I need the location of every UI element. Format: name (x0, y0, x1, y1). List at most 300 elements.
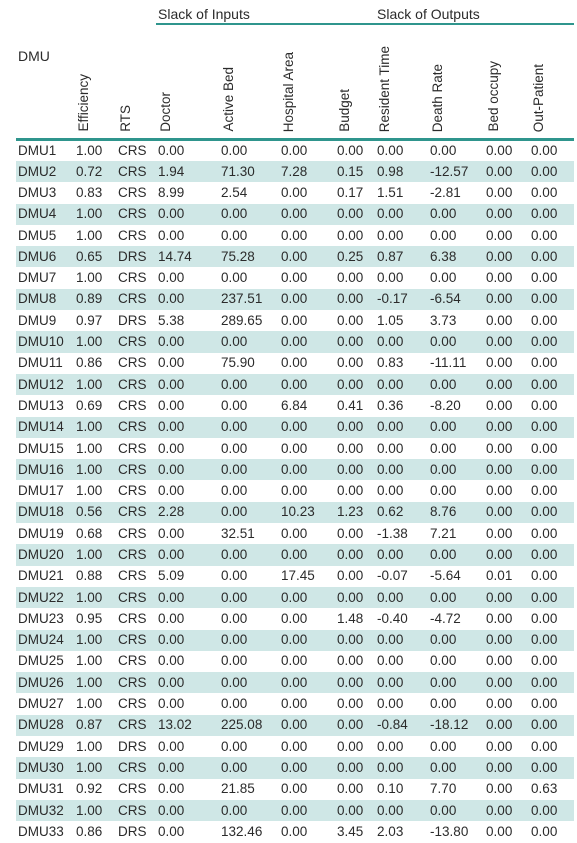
budget-cell: 0.17 (337, 184, 364, 200)
resident-time-cell: 0.87 (375, 246, 428, 267)
out-patient-cell: 0.00 (531, 312, 558, 328)
dmu-cell: DMU14 (16, 417, 74, 438)
hospital-area-cell: 0.00 (281, 312, 308, 328)
dmu-cell: DMU1 (18, 143, 57, 158)
efficiency-cell: 1.00 (74, 757, 116, 778)
doctor-cell: 13.02 (156, 715, 219, 736)
table-row (16, 715, 574, 736)
out-patient-cell: 0.00 (529, 757, 574, 778)
budget-cell: 0.00 (337, 568, 364, 584)
dmu-cell: DMU13 (18, 397, 64, 413)
death-rate-cell: 0.00 (428, 459, 484, 480)
out-patient-cell: 0.00 (529, 715, 574, 736)
resident-time-cell: 0.00 (375, 800, 428, 821)
doctor-cell: 0.00 (156, 587, 219, 608)
bed-occupy-cell: 0.00 (484, 800, 529, 821)
table-row (16, 757, 574, 778)
rts-cell: CRS (116, 800, 156, 821)
rts-cell: CRS (116, 417, 156, 438)
bed-occupy-cell: 0.00 (486, 525, 513, 541)
active-bed-cell: 0.00 (219, 800, 279, 821)
budget-cell: 0.00 (335, 417, 375, 438)
resident-time-cell: 0.00 (377, 270, 404, 286)
active-bed-cell: 0.00 (221, 440, 248, 456)
budget-cell: 0.00 (335, 757, 375, 778)
efficiency-cell: 1.00 (74, 672, 116, 693)
resident-time-cell: 0.00 (375, 630, 428, 651)
out-patient-cell: 0.00 (529, 289, 574, 310)
active-bed-cell: 237.51 (219, 289, 279, 310)
dmu-cell: DMU21 (18, 568, 64, 584)
dmu-cell: DMU32 (16, 800, 74, 821)
active-bed-cell: 71.30 (219, 161, 279, 182)
efficiency-cell: 0.72 (74, 161, 116, 182)
death-rate-cell: -13.80 (430, 823, 469, 839)
death-rate-cell: 0.00 (430, 653, 457, 669)
table-body (16, 140, 574, 843)
death-rate-cell: 3.73 (430, 312, 457, 328)
rts-cell: CRS (116, 161, 156, 182)
dmu-cell: DMU23 (18, 610, 64, 626)
hospital-area-cell: 0.00 (279, 417, 335, 438)
resident-time-cell: -1.38 (377, 525, 408, 541)
out-patient-cell: 0.00 (531, 823, 558, 839)
resident-time-cell: 0.00 (377, 143, 404, 158)
active-bed-cell: 0.00 (219, 757, 279, 778)
dmu-cell: DMU31 (18, 781, 64, 797)
rts-cell: CRS (118, 653, 147, 669)
dmu-cell: DMU25 (18, 653, 64, 669)
group-header-spacer (16, 4, 156, 24)
resident-time-cell: 0.00 (377, 696, 404, 712)
rts-cell: CRS (118, 483, 147, 499)
dmu-cell: DMU19 (18, 525, 64, 541)
efficiency-cell: 0.86 (76, 355, 103, 371)
rts-cell: CRS (116, 502, 156, 523)
budget-cell: 0.00 (337, 781, 364, 797)
resident-time-cell: 0.00 (377, 653, 404, 669)
resident-time-cell: 0.10 (377, 781, 404, 797)
resident-time-cell: 0.00 (375, 544, 428, 565)
table-row (16, 523, 574, 544)
death-rate-cell: -4.72 (430, 610, 461, 626)
active-bed-cell: 0.00 (221, 696, 248, 712)
out-patient-cell: 0.00 (531, 184, 558, 200)
bed-occupy-cell: 0.00 (486, 184, 513, 200)
death-rate-cell: 7.70 (430, 781, 457, 797)
resident-time-cell: 0.00 (375, 672, 428, 693)
budget-cell: 0.41 (337, 397, 364, 413)
dmu-cell: DMU30 (16, 757, 74, 778)
active-bed-cell: 0.00 (221, 143, 248, 158)
resident-time-cell: 0.00 (377, 738, 404, 754)
budget-cell: 0.00 (337, 653, 364, 669)
resident-time-cell: 0.00 (377, 227, 404, 243)
budget-cell: 0.00 (337, 227, 364, 243)
budget-cell: 0.00 (337, 312, 364, 328)
efficiency-cell: 0.92 (76, 781, 103, 797)
doctor-cell: 0.00 (158, 227, 185, 243)
column-header-budget: Budget (335, 24, 375, 140)
bed-occupy-cell: 0.00 (484, 459, 529, 480)
doctor-cell: 0.00 (156, 331, 219, 352)
death-rate-cell: 0.00 (430, 440, 457, 456)
hospital-area-cell: 0.00 (279, 630, 335, 651)
death-rate-cell: -11.11 (430, 355, 467, 371)
doctor-cell: 0.00 (158, 823, 185, 839)
rts-cell: CRS (116, 204, 156, 225)
out-patient-cell: 0.00 (531, 355, 558, 371)
efficiency-cell: 1.00 (76, 483, 103, 499)
budget-cell: 0.25 (335, 246, 375, 267)
budget-cell: 0.00 (337, 440, 364, 456)
active-bed-cell: 0.00 (219, 374, 279, 395)
out-patient-cell: 0.00 (531, 738, 558, 754)
hospital-area-cell: 6.84 (281, 397, 308, 413)
active-bed-cell: 0.00 (221, 397, 248, 413)
dmu-cell: DMU4 (16, 204, 74, 225)
active-bed-cell: 0.00 (221, 610, 248, 626)
active-bed-cell: 21.85 (221, 781, 255, 797)
doctor-cell: 0.00 (158, 270, 185, 286)
death-rate-cell: 0.00 (430, 483, 457, 499)
hospital-area-cell: 0.00 (279, 204, 335, 225)
bed-occupy-cell: 0.00 (484, 374, 529, 395)
bed-occupy-cell: 0.00 (486, 227, 513, 243)
table-row (16, 693, 574, 714)
budget-cell: 0.00 (335, 331, 375, 352)
resident-time-cell: 0.00 (375, 417, 428, 438)
budget-cell: 0.00 (335, 459, 375, 480)
column-header-doctor: Doctor (156, 24, 219, 140)
resident-time-cell: 0.00 (375, 204, 428, 225)
hospital-area-cell: 0.00 (279, 331, 335, 352)
death-rate-cell: 8.76 (428, 502, 484, 523)
hospital-area-cell: 0.00 (281, 823, 308, 839)
doctor-cell: 0.00 (156, 672, 219, 693)
table-row (16, 225, 574, 246)
bed-occupy-cell: 0.00 (484, 246, 529, 267)
efficiency-cell: 1.00 (74, 587, 116, 608)
hospital-area-cell: 0.00 (279, 289, 335, 310)
efficiency-cell: 1.00 (74, 331, 116, 352)
efficiency-cell: 0.56 (74, 502, 116, 523)
bed-occupy-cell: 0.00 (486, 823, 513, 839)
table-row (16, 736, 574, 757)
bed-occupy-cell: 0.00 (484, 161, 529, 182)
table-row (16, 310, 574, 331)
rts-cell: CRS (116, 672, 156, 693)
active-bed-cell: 2.54 (221, 184, 248, 200)
table-row (16, 267, 574, 288)
table-row (16, 204, 574, 225)
out-patient-cell: 0.00 (531, 483, 558, 499)
dmu-cell: DMU6 (16, 246, 74, 267)
hospital-area-cell: 0.00 (281, 483, 308, 499)
column-header-active-bed: Active Bed (219, 24, 279, 140)
budget-cell: 3.45 (337, 823, 364, 839)
dmu-cell: DMU16 (16, 459, 74, 480)
doctor-cell: 0.00 (156, 544, 219, 565)
efficiency-cell: 0.89 (74, 289, 116, 310)
out-patient-cell: 0.00 (529, 587, 574, 608)
efficiency-cell: 1.00 (76, 738, 103, 754)
bed-occupy-cell: 0.00 (486, 355, 513, 371)
efficiency-cell: 0.97 (76, 312, 103, 328)
active-bed-cell: 0.00 (221, 653, 248, 669)
column-header-resident-time: Resident Time (375, 24, 428, 140)
resident-time-cell: 0.00 (375, 459, 428, 480)
hospital-area-cell: 0.00 (279, 544, 335, 565)
efficiency-cell: 0.95 (76, 610, 103, 626)
active-bed-cell: 75.28 (219, 246, 279, 267)
resident-time-cell: 2.03 (377, 823, 404, 839)
out-patient-cell: 0.00 (529, 544, 574, 565)
death-rate-cell: 0.00 (430, 143, 457, 158)
doctor-cell: 0.00 (158, 653, 185, 669)
active-bed-cell: 132.46 (221, 823, 263, 839)
doctor-cell: 14.74 (156, 246, 219, 267)
active-bed-cell: 0.00 (221, 483, 248, 499)
table-row (16, 566, 574, 587)
resident-time-cell: -0.40 (377, 610, 408, 626)
dmu-cell: DMU3 (18, 184, 57, 200)
table-row (16, 161, 574, 182)
resident-time-cell: 0.00 (375, 757, 428, 778)
doctor-cell: 0.00 (158, 738, 185, 754)
hospital-area-cell: 0.00 (279, 800, 335, 821)
doctor-cell: 0.00 (158, 440, 185, 456)
rts-cell: CRS (116, 757, 156, 778)
active-bed-cell: 0.00 (221, 227, 248, 243)
doctor-cell: 0.00 (158, 781, 185, 797)
out-patient-cell: 0.63 (531, 781, 558, 797)
table-row (16, 417, 574, 438)
budget-cell: 0.00 (335, 630, 375, 651)
death-rate-cell: -6.54 (428, 289, 484, 310)
rts-cell: CRS (116, 630, 156, 651)
efficiency-cell: 0.83 (76, 184, 103, 200)
dmu-cell: DMU15 (18, 440, 64, 456)
death-rate-cell: -18.12 (428, 715, 484, 736)
active-bed-cell: 225.08 (219, 715, 279, 736)
active-bed-cell: 0.00 (219, 587, 279, 608)
out-patient-cell: 0.00 (529, 204, 574, 225)
resident-time-cell: 0.36 (377, 397, 404, 413)
table-row (16, 544, 574, 565)
rts-cell: CRS (118, 525, 147, 541)
resident-time-cell: 1.05 (377, 312, 404, 328)
doctor-cell: 0.00 (156, 630, 219, 651)
efficiency-cell: 1.00 (76, 270, 103, 286)
bed-occupy-cell: 0.00 (484, 502, 529, 523)
active-bed-cell: 0.00 (221, 270, 248, 286)
hospital-area-cell: 0.00 (279, 459, 335, 480)
hospital-area-cell: 0.00 (279, 715, 335, 736)
resident-time-cell: 0.62 (375, 502, 428, 523)
dmu-cell: DMU22 (16, 587, 74, 608)
budget-cell: 0.00 (335, 587, 375, 608)
efficiency-cell: 0.86 (76, 823, 103, 839)
rts-cell: CRS (118, 227, 147, 243)
active-bed-cell: 0.00 (219, 630, 279, 651)
death-rate-cell: 0.00 (428, 417, 484, 438)
resident-time-cell: 0.00 (377, 483, 404, 499)
rts-cell: CRS (116, 715, 156, 736)
hospital-area-cell: 0.00 (281, 738, 308, 754)
hospital-area-cell: 0.00 (281, 653, 308, 669)
bed-occupy-cell: 0.00 (486, 781, 513, 797)
table-row (16, 608, 574, 629)
table-row (16, 395, 574, 416)
active-bed-cell: 0.00 (219, 672, 279, 693)
efficiency-cell: 0.69 (76, 397, 103, 413)
resident-time-cell: 0.83 (377, 355, 404, 371)
rts-cell: CRS (118, 568, 147, 584)
efficiency-cell: 1.00 (76, 653, 103, 669)
out-patient-cell: 0.00 (531, 143, 558, 158)
hospital-area-cell: 0.00 (281, 143, 308, 158)
active-bed-cell: 75.90 (221, 355, 255, 371)
efficiency-cell: 1.00 (76, 440, 103, 456)
budget-cell: 0.15 (335, 161, 375, 182)
bed-occupy-cell: 0.00 (484, 544, 529, 565)
dmu-cell: DMU2 (16, 161, 74, 182)
out-patient-cell: 0.00 (529, 502, 574, 523)
doctor-cell: 0.00 (158, 525, 185, 541)
efficiency-cell: 0.87 (74, 715, 116, 736)
rts-cell: CRS (118, 610, 147, 626)
hospital-area-cell: 0.00 (281, 270, 308, 286)
out-patient-cell: 0.00 (531, 440, 558, 456)
dmu-cell: DMU29 (18, 738, 64, 754)
efficiency-cell: 0.88 (76, 568, 103, 584)
active-bed-cell: 289.65 (221, 312, 263, 328)
active-bed-cell: 0.00 (221, 568, 248, 584)
column-header-rts: RTS (116, 24, 156, 140)
budget-cell: 0.00 (337, 143, 364, 158)
death-rate-cell: 0.00 (428, 800, 484, 821)
resident-time-cell: -0.07 (377, 568, 408, 584)
bed-occupy-cell: 0.00 (484, 630, 529, 651)
column-header-row (16, 24, 574, 140)
dmu-cell: DMU28 (16, 715, 74, 736)
bed-occupy-cell: 0.00 (486, 610, 513, 626)
doctor-cell: 0.00 (158, 610, 185, 626)
group-header-outputs: Slack of Outputs (375, 4, 574, 24)
active-bed-cell: 0.00 (221, 738, 248, 754)
table-row (16, 246, 574, 267)
out-patient-cell: 0.00 (529, 161, 574, 182)
rts-cell: CRS (118, 696, 147, 712)
dmu-cell: DMU5 (18, 227, 57, 243)
hospital-area-cell: 0.00 (281, 184, 308, 200)
column-header-bed-occupy: Bed occupy (484, 24, 529, 140)
death-rate-cell: 0.00 (430, 696, 457, 712)
hospital-area-cell: 0.00 (279, 672, 335, 693)
table-row (16, 779, 574, 800)
out-patient-cell: 0.00 (531, 227, 558, 243)
out-patient-cell: 0.00 (529, 331, 574, 352)
resident-time-cell: 0.00 (375, 587, 428, 608)
budget-cell: 1.23 (335, 502, 375, 523)
efficiency-cell: 1.00 (76, 227, 103, 243)
dmu-cell: DMU20 (16, 544, 74, 565)
budget-cell: 0.00 (335, 374, 375, 395)
resident-time-cell: 1.51 (377, 184, 404, 200)
bed-occupy-cell: 0.00 (486, 312, 513, 328)
rts-cell: CRS (118, 397, 147, 413)
efficiency-cell: 1.00 (74, 374, 116, 395)
hospital-area-cell: 0.00 (281, 610, 308, 626)
efficiency-cell: 1.00 (74, 459, 116, 480)
budget-cell: 0.00 (335, 800, 375, 821)
death-rate-cell: 0.00 (428, 757, 484, 778)
bed-occupy-cell: 0.00 (486, 696, 513, 712)
rts-cell: CRS (116, 544, 156, 565)
active-bed-cell: 0.00 (219, 331, 279, 352)
hospital-area-cell: 0.00 (279, 374, 335, 395)
out-patient-cell: 0.00 (529, 672, 574, 693)
budget-cell: 0.00 (337, 525, 364, 541)
column-header-out-patient: Out-Patient (529, 24, 574, 140)
table-row (16, 353, 574, 374)
doctor-cell: 0.00 (156, 459, 219, 480)
rts-cell: CRS (118, 270, 147, 286)
table-row (16, 672, 574, 693)
group-header-inputs: Slack of Inputs (156, 4, 375, 24)
out-patient-cell: 0.00 (529, 800, 574, 821)
active-bed-cell: 0.00 (219, 459, 279, 480)
rts-cell: CRS (116, 587, 156, 608)
resident-time-cell: -0.17 (375, 289, 428, 310)
out-patient-cell: 0.00 (529, 630, 574, 651)
out-patient-cell: 0.00 (531, 610, 558, 626)
rts-cell: DRS (118, 823, 147, 839)
efficiency-cell: 0.65 (74, 246, 116, 267)
hospital-area-cell: 10.23 (279, 502, 335, 523)
column-header-efficiency: Efficiency (74, 24, 116, 140)
bed-occupy-cell: 0.00 (486, 440, 513, 456)
budget-cell: 0.00 (335, 672, 375, 693)
doctor-cell: 5.38 (158, 312, 185, 328)
bed-occupy-cell: 0.00 (486, 397, 513, 413)
bed-occupy-cell: 0.00 (486, 143, 513, 158)
doctor-cell: 1.94 (156, 161, 219, 182)
dmu-cell: DMU10 (16, 331, 74, 352)
efficiency-cell: 1.00 (76, 696, 103, 712)
efficiency-cell: 1.00 (74, 800, 116, 821)
dmu-cell: DMU9 (18, 312, 57, 328)
death-rate-cell: 0.00 (428, 587, 484, 608)
doctor-cell: 0.00 (158, 143, 185, 158)
resident-time-cell: 0.00 (377, 440, 404, 456)
death-rate-cell: -12.57 (428, 161, 484, 182)
resident-time-cell: 0.00 (375, 331, 428, 352)
table-row (16, 651, 574, 672)
bed-occupy-cell: 0.00 (484, 587, 529, 608)
table-row (16, 587, 574, 608)
bed-occupy-cell: 0.00 (486, 738, 513, 754)
death-rate-cell: -8.20 (430, 397, 461, 413)
doctor-cell: 0.00 (156, 204, 219, 225)
budget-cell: 0.00 (337, 696, 364, 712)
death-rate-cell: 0.00 (428, 374, 484, 395)
rts-cell: CRS (118, 143, 147, 158)
table-row (16, 374, 574, 395)
dmu-cell: DMU24 (16, 630, 74, 651)
bed-occupy-cell: 0.00 (486, 653, 513, 669)
